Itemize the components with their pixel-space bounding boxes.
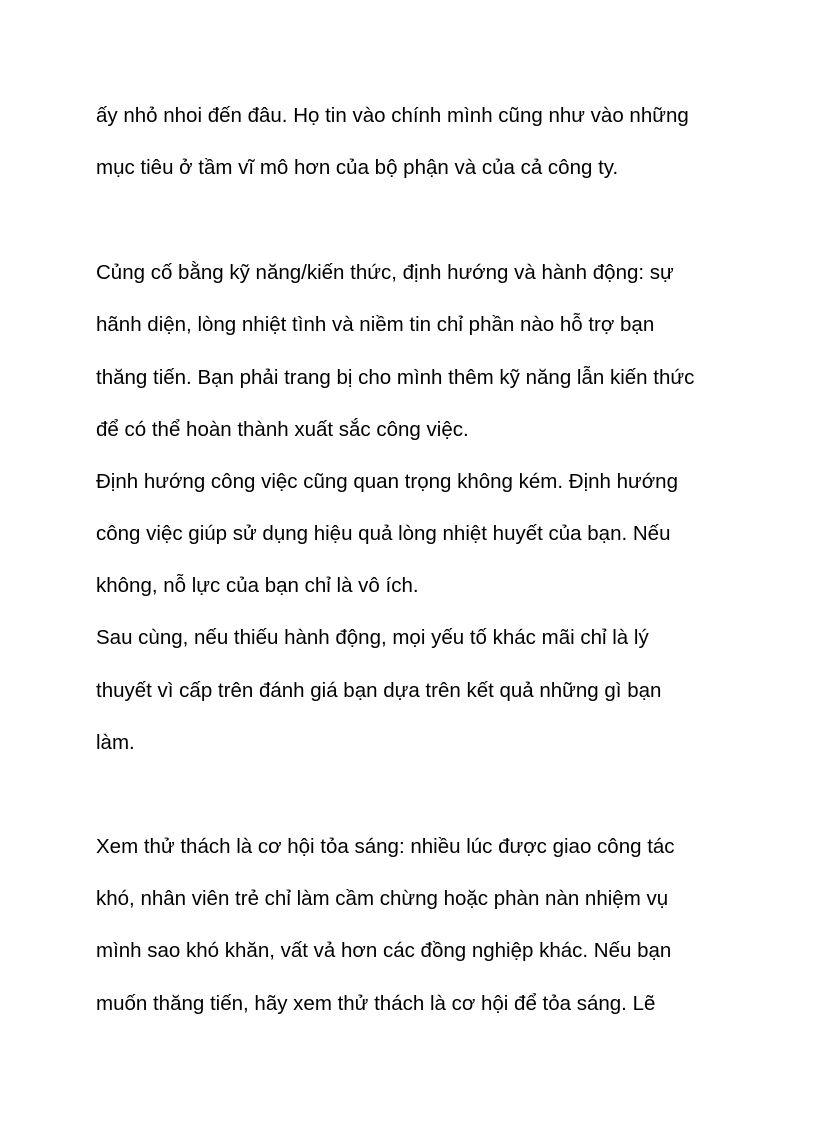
paragraph-line-1: ấy nhỏ nhoi đến đâu. Họ tin vào chính mình cũng như vào những xyxy=(96,104,689,127)
paragraph-line-7: Định hướng công việc cũng quan trọng không kém. Định hướng xyxy=(96,470,678,493)
paragraph-line-6: để có thể hoàn thành xuất sắc công việc. xyxy=(96,418,469,441)
paragraph-line-5: thăng tiến. Bạn phải trang bị cho mình thêm kỹ năng lẫn kiến thức xyxy=(96,366,695,389)
paragraph-line-12: làm. xyxy=(96,731,135,754)
paragraph-line-8: công việc giúp sử dụng hiệu quả lòng nhiệt huyết của bạn. Nếu xyxy=(96,522,671,545)
paragraph-line-14: khó, nhân viên trẻ chỉ làm cầm chừng hoặc phàn nàn nhiệm vụ xyxy=(96,887,669,910)
paragraph-line-10: Sau cùng, nếu thiếu hành động, mọi yếu tố khác mãi chỉ là lý xyxy=(96,626,649,649)
paragraph-line-16: muốn thăng tiến, hãy xem thử thách là cơ hội để tỏa sáng. Lẽ xyxy=(96,992,656,1015)
paragraph-line-4: hãnh diện, lòng nhiệt tình và niềm tin chỉ phần nào hỗ trợ bạn xyxy=(96,313,655,336)
paragraph-line-9: không, nỗ lực của bạn chỉ là vô ích. xyxy=(96,574,419,597)
paragraph-line-3: Củng cố bằng kỹ năng/kiến thức, định hướng và hành động: sự xyxy=(96,261,674,284)
paragraph-line-2: mục tiêu ở tầm vĩ mô hơn của bộ phận và của cả công ty. xyxy=(96,156,619,179)
paragraph-line-11: thuyết vì cấp trên đánh giá bạn dựa trên kết quả những gì bạn xyxy=(96,679,662,702)
paragraph-line-13: Xem thử thách là cơ hội tỏa sáng: nhiều lúc được giao công tác xyxy=(96,835,675,858)
paragraph-line-15: mình sao khó khăn, vất vả hơn các đồng nghiệp khác. Nếu bạn xyxy=(96,939,672,962)
